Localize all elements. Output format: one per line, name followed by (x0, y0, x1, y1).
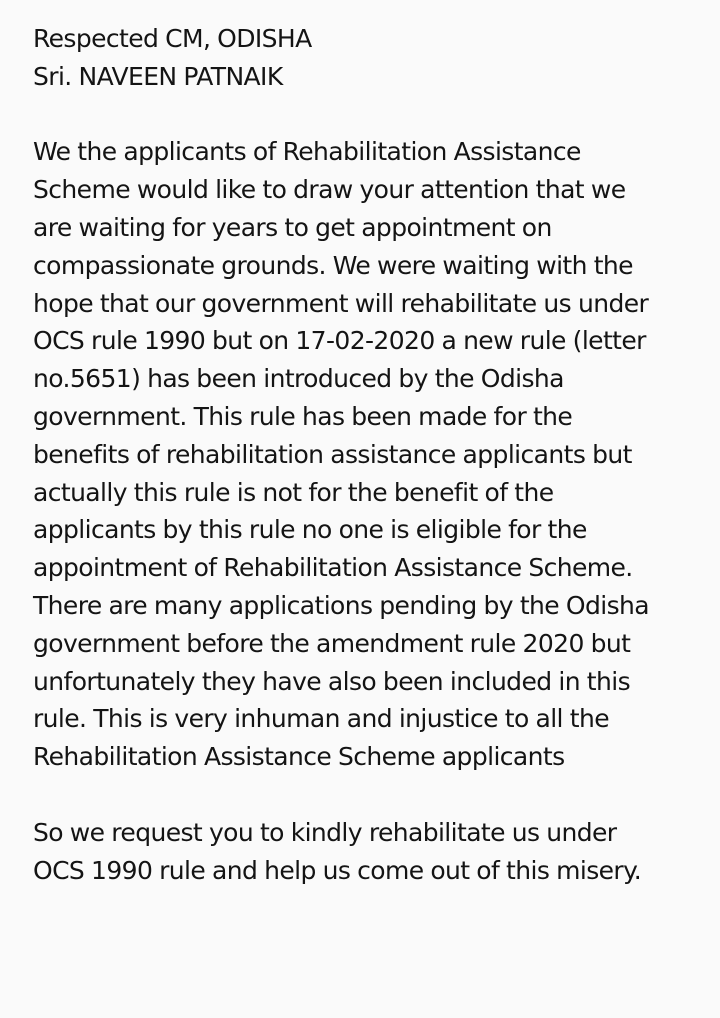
paragraph-gap (33, 96, 703, 134)
paragraph-line: hope that our government will rehabilitate us under (33, 288, 649, 318)
paragraph-line: Scheme would like to draw your attention that we (33, 175, 626, 205)
letter-text (33, 20, 703, 889)
paragraph-line: government before the amendment rule 2020 but (33, 628, 631, 658)
addressee-name: Sri. NAVEEN PATNAIK (33, 61, 283, 91)
salutation (33, 20, 703, 96)
paragraph-line: applicants by this rule no one is eligible for the (33, 515, 587, 545)
paragraph-line: compassionate grounds. We were waiting with the (33, 250, 633, 280)
addressee-title: Respected CM, ODISHA (33, 24, 312, 53)
paragraph-line: government. This rule has been made for the (33, 401, 573, 431)
paragraph-line: Rehabilitation Assistance Scheme applicants (33, 742, 565, 772)
paragraph-line: actually this rule is not for the benefit of the (33, 477, 554, 507)
paragraph-line: appointment of Rehabilitation Assistance Scheme. (33, 553, 633, 583)
paragraph-line: unfortunately they have also been included in this (33, 666, 631, 696)
main-paragraph (33, 133, 703, 776)
paragraph-line: We the applicants of Rehabilitation Assistance (33, 137, 581, 167)
paragraph-line: rule. This is very inhuman and injustice to all the (33, 704, 609, 734)
paragraph-line: There are many applications pending by the Odisha (33, 590, 650, 620)
closing-paragraph (33, 814, 703, 890)
paragraph-line: are waiting for years to get appointment on (33, 212, 552, 242)
paragraph-line: benefits of rehabilitation assistance applicants but (33, 439, 632, 469)
paragraph-gap (33, 776, 703, 814)
closing-line: So we request you to kindly rehabilitate us under (33, 817, 617, 847)
paragraph-line: no.5651) has been introduced by the Odisha (33, 364, 564, 394)
paragraph-line: OCS rule 1990 but on 17-02-2020 a new rule (letter (33, 326, 646, 356)
closing-line: OCS 1990 rule and help us come out of this misery. (33, 855, 642, 885)
